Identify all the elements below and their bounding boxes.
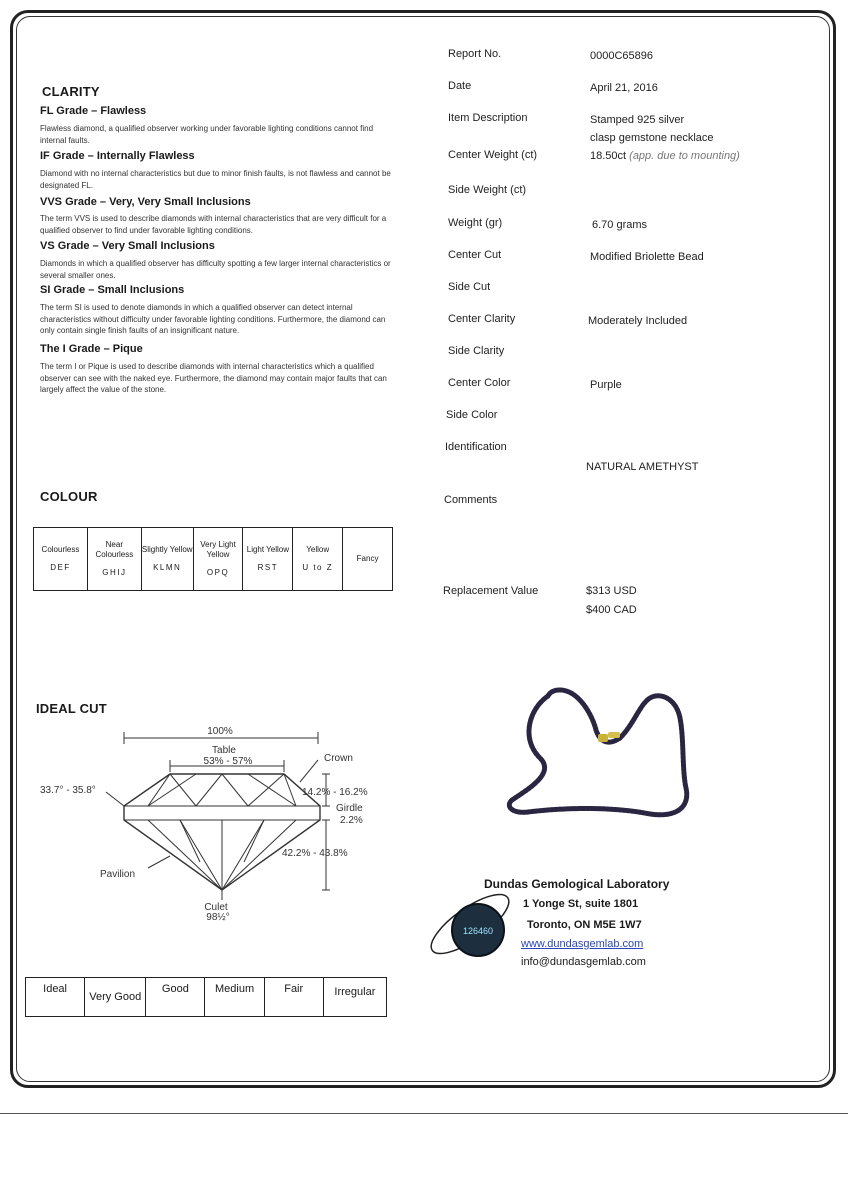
center-clarity-value: Moderately Included xyxy=(588,315,688,327)
colour-scale-table xyxy=(33,527,393,591)
report-no-value: 0000C65896 xyxy=(590,50,654,62)
diagram-table-range: 53% - 57% xyxy=(203,756,253,767)
comments-label: Comments xyxy=(444,494,498,506)
colour-cell-yellow: Yellow U to Z xyxy=(293,528,343,591)
grade-si-description: The term SI is used to denote diamonds in which a qualified observer can detect internal characteristics without difficulty under favorable lighting conditions. Furthermore, the diamond can only contain single finish faults of an insignificant nature. xyxy=(40,303,386,335)
colour-cell-very-light-yellow: Very Light Yellow OPQ xyxy=(193,528,243,591)
center-weight-value xyxy=(590,150,740,162)
lab-address-line2: Toronto, ON M5E 1W7 xyxy=(527,919,642,931)
cut-grade-fair: Fair xyxy=(264,978,323,1017)
grade-vvs-description: The term VVS is used to describe diamonds with internal characteristics that are very difficult for a qualified observer to find under favorable lighting conditions. xyxy=(40,214,387,235)
diagram-pavilion-label: Pavilion xyxy=(100,869,136,880)
page-bottom-rule xyxy=(0,1113,848,1114)
cut-grade-table xyxy=(25,977,387,1017)
cut-grade-very-good: Very Good xyxy=(85,978,146,1017)
center-weight-label: Center Weight (ct) xyxy=(448,149,538,161)
diagram-crown-height: 14.2% - 16.2% xyxy=(302,787,368,798)
colour-cell-fancy: Fancy xyxy=(343,528,393,591)
cut-grade-medium: Medium xyxy=(205,978,264,1017)
clarity-title: CLARITY xyxy=(42,84,100,99)
hologram-number: 126460 xyxy=(462,926,494,936)
center-weight-note: (app. due to mounting) xyxy=(629,150,740,162)
side-clarity-label: Side Clarity xyxy=(448,345,505,357)
colour-cell-colourless: Colourless DEF xyxy=(34,528,88,591)
center-weight-number: 18.50ct xyxy=(590,150,627,162)
colour-cell-light-yellow: Light Yellow RST xyxy=(243,528,293,591)
center-clarity-label: Center Clarity xyxy=(448,313,516,325)
ideal-cut-diagram xyxy=(30,722,400,922)
side-weight-label: Side Weight (ct) xyxy=(448,184,527,196)
identification-label: Identification xyxy=(445,441,507,453)
diagram-crown-label: Crown xyxy=(324,753,353,764)
side-color-label: Side Color xyxy=(446,409,498,421)
lab-name: Dundas Gemological Laboratory xyxy=(484,877,670,891)
grade-si-heading: SI Grade – Small Inclusions xyxy=(40,284,185,296)
center-cut-value: Modified Briolette Bead xyxy=(590,251,704,263)
replacement-value-label: Replacement Value xyxy=(443,585,539,597)
center-color-value: Purple xyxy=(590,379,622,391)
lab-website-link[interactable]: www.dundasgemlab.com xyxy=(521,938,644,950)
center-cut-label: Center Cut xyxy=(448,249,502,261)
side-cut-label: Side Cut xyxy=(448,281,491,293)
cut-grade-ideal: Ideal xyxy=(26,978,85,1017)
date-label: Date xyxy=(448,80,472,92)
necklace-photo xyxy=(500,678,710,828)
item-description-value-line1: Stamped 925 silver xyxy=(590,114,685,126)
date-value: April 21, 2016 xyxy=(590,82,658,94)
grade-i-heading: The I Grade – Pique xyxy=(40,343,143,355)
weight-grams-label: Weight (gr) xyxy=(448,217,503,229)
grade-vs-description: Diamonds in which a qualified observer has difficulty spotting a few larger internal characteristics or several smaller ones. xyxy=(40,259,391,280)
center-color-label: Center Color xyxy=(448,377,511,389)
lab-address-line1: 1 Yonge St, suite 1801 xyxy=(523,898,639,910)
item-description-label: Item Description xyxy=(448,112,528,124)
colour-title: COLOUR xyxy=(40,489,98,504)
diagram-pavilion-depth: 42.2% - 43.8% xyxy=(282,848,348,859)
ideal-cut-title: IDEAL CUT xyxy=(36,701,107,716)
colour-cell-near-colourless: Near Colourless GHIJ xyxy=(87,528,141,591)
lab-email: info@dundasgemlab.com xyxy=(521,956,646,968)
grade-if-description: Diamond with no internal characteristics but due to minor finish faults, is not flawless and cannot be designated FL. xyxy=(40,169,391,190)
diagram-girdle-value: 2.2% xyxy=(340,815,363,826)
diagram-crown-angle: 33.7° - 35.8° xyxy=(40,785,96,796)
identification-value: NATURAL AMETHYST xyxy=(586,461,699,473)
grade-vvs-heading: VVS Grade – Very, Very Small Inclusions xyxy=(40,196,251,208)
grade-if-heading: IF Grade – Internally Flawless xyxy=(40,150,195,162)
replacement-value-usd: $313 USD xyxy=(586,585,637,597)
grade-fl-description: Flawless diamond, a qualified observer working under favorable lighting conditions cannot find internal faults. xyxy=(40,124,374,145)
colour-cell-slightly-yellow: Slightly Yellow KLMN xyxy=(141,528,193,591)
replacement-value-cad: $400 CAD xyxy=(586,604,637,616)
grade-i-description: The term I or Pique is used to describe diamonds with internal characteristics which a qualified observer can see with the naked eye. Furthermore, the diamond may contain major faults that can largely affect the value of the stone. xyxy=(40,362,387,394)
diagram-total-label: 100% xyxy=(207,726,233,737)
cut-grade-irregular: Irregular xyxy=(323,978,386,1017)
diagram-culet-value: 98½° xyxy=(206,912,230,922)
grade-fl-heading: FL Grade – Flawless xyxy=(40,105,147,117)
cut-grade-good: Good xyxy=(146,978,205,1017)
weight-grams-value: 6.70 grams xyxy=(592,219,648,231)
diagram-culet-label: Culet xyxy=(204,902,228,913)
diagram-table-label: Table xyxy=(212,745,236,756)
diagram-girdle-label: Girdle xyxy=(336,803,363,814)
grade-vs-heading: VS Grade – Very Small Inclusions xyxy=(40,240,215,252)
item-description-value-line2: clasp gemstone necklace xyxy=(590,132,714,144)
report-no-label: Report No. xyxy=(448,48,502,60)
